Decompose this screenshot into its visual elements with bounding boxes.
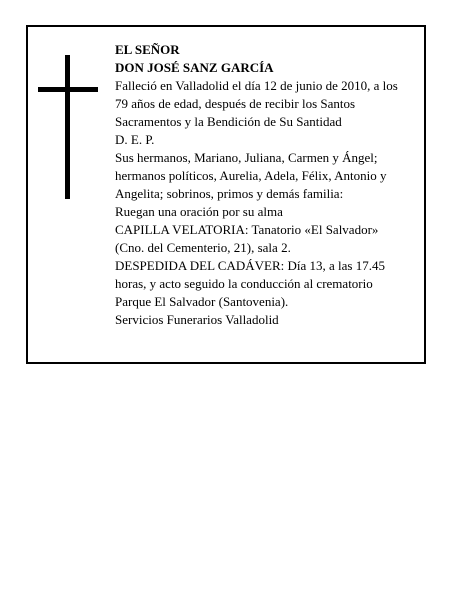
obituary-notice [26,25,426,364]
notice-text [115,41,415,329]
announcement-line: 79 años de edad, después de recibir los Santos [115,96,356,111]
chapel-line: (Cno. del Cementerio, 21), sala 2. [115,240,291,255]
family-line: Sus hermanos, Mariano, Juliana, Carmen y Ángel; [115,150,378,165]
prayer-request: Ruegan una oración por su alma [115,204,283,219]
announcement-line: Falleció en Valladolid el día 12 de junio de 2010, a los [115,78,398,93]
deceased-name: DON JOSÉ SANZ GARCÍA [115,60,274,75]
farewell-line: DESPEDIDA DEL CADÁVER: Día 13, a las 17.45 [115,258,385,273]
family-line: Angelita; sobrinos, primos y demás familia: [115,186,344,201]
farewell-line: horas, y acto seguido la conducción al crematorio [115,276,373,291]
cross-horizontal-bar [38,87,98,92]
cross-vertical-bar [65,55,70,199]
announcement-line: Sacramentos y la Bendición de Su Santidad [115,114,342,129]
honorific: EL SEÑOR [115,42,180,57]
funeral-services: Servicios Funerarios Valladolid [115,312,279,327]
farewell-line: Parque El Salvador (Santovenia). [115,294,289,309]
cross-icon [38,55,98,199]
chapel-line: CAPILLA VELATORIA: Tanatorio «El Salvador» [115,222,379,237]
rip-text: D. E. P. [115,132,155,147]
family-line: hermanos políticos, Aurelia, Adela, Félix, Antonio y [115,168,387,183]
